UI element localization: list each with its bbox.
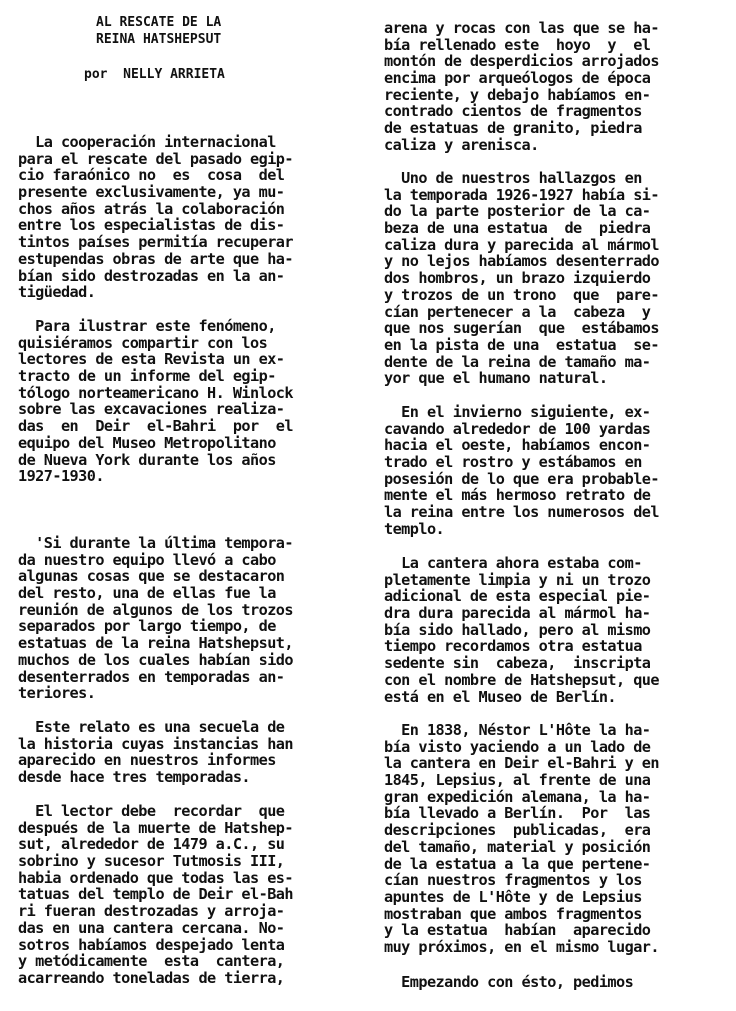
- text-line: bía rellenado este hoyo y el: [384, 35, 651, 54]
- text-line: aparecido en nuestros informes: [18, 751, 276, 770]
- title-line-1: AL RESCATE DE LA: [96, 15, 222, 30]
- text-line: está en el Museo de Berlín.: [384, 687, 617, 706]
- paragraph-left-5: [18, 803, 293, 987]
- text-line: del tamaño, material y posición: [384, 837, 651, 856]
- text-line: de estatuas de granito, piedra: [384, 119, 642, 138]
- text-line: El lector debe recordar que: [18, 802, 285, 820]
- text-line: y trozos de un trono que pare-: [384, 285, 659, 304]
- title-line-2: REINA HATSHEPSUT: [96, 32, 222, 47]
- text-line: cían nuestros fragmentos y los: [384, 871, 642, 890]
- text-line: Uno de nuestros hallazgos en: [384, 169, 642, 187]
- text-line: apuntes de L'Hôte y de Lepsius: [384, 887, 642, 906]
- text-line: sobre las excavaciones realiza-: [18, 400, 285, 419]
- text-line: mostraban que ambos fragmentos: [384, 904, 642, 923]
- paragraph-right-5: [384, 722, 659, 956]
- text-line: muchos de los cuales habían sido: [18, 650, 293, 669]
- text-line: da nuestro equipo llevó a cabo: [18, 550, 276, 569]
- text-line: la historia cuyas instancias han: [18, 734, 293, 753]
- text-line: tracto de un informe del egip-: [18, 367, 276, 386]
- paragraph-left-3: [18, 535, 293, 702]
- text-line: tigüedad.: [18, 283, 96, 302]
- text-line: del resto, una de ellas fue la: [18, 584, 276, 603]
- text-line: posesión de lo que era probable-: [384, 469, 659, 488]
- text-line: quisiéramos compartir con los: [18, 333, 268, 352]
- text-line: desenterrados en temporadas an-: [18, 667, 285, 686]
- text-line: beza de una estatua de piedra: [384, 219, 651, 238]
- text-line: la cantera en Deir el-Bahri y en: [384, 754, 659, 773]
- text-line: sedente sin cabeza, inscripta: [384, 654, 651, 673]
- text-line: tatuas del templo de Deir el-Bah: [18, 885, 293, 904]
- text-line: cio faraónico no es cosa del: [18, 166, 285, 185]
- text-line: con el nombre de Hatshepsut, que: [384, 670, 659, 689]
- text-line: equipo del Museo Metropolitano: [18, 433, 276, 452]
- text-line: ri fueran destrozadas y arroja-: [18, 902, 285, 921]
- text-line: tólogo norteamericano H. Winlock: [18, 383, 293, 402]
- text-line: sut, alrededor de 1479 a.C., su: [18, 835, 285, 854]
- text-line: para el rescate del pasado egip-: [18, 149, 293, 168]
- text-line: hacia el oeste, habíamos encon-: [384, 436, 651, 455]
- text-line: 'Si durante la última tempora-: [18, 534, 293, 552]
- text-line: yor que el humano natural.: [384, 369, 608, 388]
- text-line: gran expedición alemana, la ha-: [384, 787, 651, 806]
- text-line: entre los especialistas de dis-: [18, 216, 285, 235]
- text-line: en la pista de una estatua se-: [384, 335, 659, 354]
- text-line: sotros habíamos despejado lenta: [18, 935, 285, 954]
- text-line: bía visto yaciendo a un lado de: [384, 737, 651, 756]
- text-line: estupendas obras de arte que ha-: [18, 249, 293, 268]
- text-line: descripciones publicadas, era: [384, 821, 651, 840]
- text-line: habia ordenado que todas las es-: [18, 868, 293, 887]
- text-line: trado el rostro y estábamos en: [384, 453, 642, 472]
- text-line: de Nueva York durante los años: [18, 450, 276, 469]
- text-line: 1845, Lepsius, al frente de una: [384, 771, 651, 790]
- text-line: y la estatua habían aparecido: [384, 921, 651, 940]
- text-line: La cantera ahora estaba com-: [384, 554, 642, 572]
- text-line: do la parte posterior de la ca-: [384, 202, 651, 221]
- text-line: chos años atrás la colaboración: [18, 199, 285, 218]
- text-line: sobrino y sucesor Tutmosis III,: [18, 852, 285, 871]
- text-line: separados por largo tiempo, de: [18, 617, 276, 636]
- text-line: tiempo recordamos otra estatua: [384, 637, 642, 656]
- text-line: caliza y arenisca.: [384, 135, 539, 154]
- text-line: teriores.: [18, 684, 96, 703]
- paragraph-right-4: [384, 555, 659, 705]
- text-line: dra dura parecida al mármol ha-: [384, 604, 651, 623]
- paragraph-right-6: [384, 974, 633, 991]
- text-line: lectores de esta Revista un ex-: [18, 350, 285, 369]
- text-line: Para ilustrar este fenómeno,: [18, 317, 276, 335]
- paragraph-right-1: [384, 20, 659, 154]
- text-line: La cooperación internacional: [18, 133, 276, 151]
- text-line: bía sido hallado, pero al mismo: [384, 620, 651, 639]
- text-line: bían sido destrozadas en la an-: [18, 266, 285, 285]
- paragraph-right-3: [384, 404, 659, 538]
- text-line: la temporada 1926-1927 había si-: [384, 185, 659, 204]
- text-line: Este relato es una secuela de: [18, 718, 285, 736]
- text-line: la reina entre los numerosos del: [384, 503, 659, 522]
- text-line: pletamente limpia y ni un trozo: [384, 570, 651, 589]
- text-line: estatuas de la reina Hatshepsut,: [18, 634, 293, 653]
- text-line: contrado cientos de fragmentos: [384, 102, 642, 121]
- text-line: adicional de esta especial pie-: [384, 587, 651, 606]
- paragraph-right-2: [384, 170, 659, 387]
- text-line: cían pertenecer a la cabeza y: [384, 302, 651, 321]
- text-line: que nos sugerían que estábamos: [384, 319, 659, 338]
- text-line: En el invierno siguiente, ex-: [384, 403, 651, 421]
- text-line: caliza dura y parecida al mármol: [384, 235, 659, 254]
- text-line: y metódicamente esta cantera,: [18, 952, 285, 971]
- text-line: mente el más hermoso retrato de: [384, 486, 651, 505]
- text-line: bía llevado a Berlín. Por las: [384, 804, 651, 823]
- text-line: das en Deir el-Bahri por el: [18, 417, 293, 436]
- text-line: algunas cosas que se destacaron: [18, 567, 285, 586]
- text-line: presente exclusivamente, ya mu-: [18, 183, 285, 202]
- text-line: dos hombros, un brazo izquierdo: [384, 269, 651, 288]
- text-line: tintos países permitía recuperar: [18, 233, 293, 252]
- text-line: reunión de algunos de los trozos: [18, 600, 293, 619]
- text-line: muy próximos, en el mismo lugar.: [384, 937, 659, 956]
- text-line: reciente, y debajo habíamos en-: [384, 85, 651, 104]
- text-line: de la estatua a la que pertene-: [384, 854, 651, 873]
- text-line: Empezando con ésto, pedimos: [384, 973, 634, 991]
- text-line: templo.: [384, 519, 445, 538]
- text-line: 1927-1930.: [18, 467, 104, 486]
- text-line: cavando alrededor de 100 yardas: [384, 419, 651, 438]
- text-line: y no lejos habíamos desenterrado: [384, 252, 659, 271]
- text-line: das en una cantera cercana. No-: [18, 918, 285, 937]
- text-line: después de la muerte de Hatshep-: [18, 818, 293, 837]
- text-line: montón de desperdicios arrojados: [384, 52, 659, 71]
- text-line: acarreando toneladas de tierra,: [18, 968, 285, 987]
- text-line: arena y rocas con las que se ha-: [384, 19, 659, 37]
- paragraph-left-1: [18, 134, 293, 301]
- byline: por NELLY ARRIETA: [84, 67, 225, 82]
- paragraph-left-4: [18, 719, 293, 786]
- text-line: dente de la reina de tamaño ma-: [384, 352, 651, 371]
- text-line: desde hace tres temporadas.: [18, 768, 251, 787]
- text-line: En 1838, Néstor L'Hôte la ha-: [384, 721, 651, 739]
- paragraph-left-2: [18, 318, 293, 485]
- text-line: encima por arqueólogos de época: [384, 69, 651, 88]
